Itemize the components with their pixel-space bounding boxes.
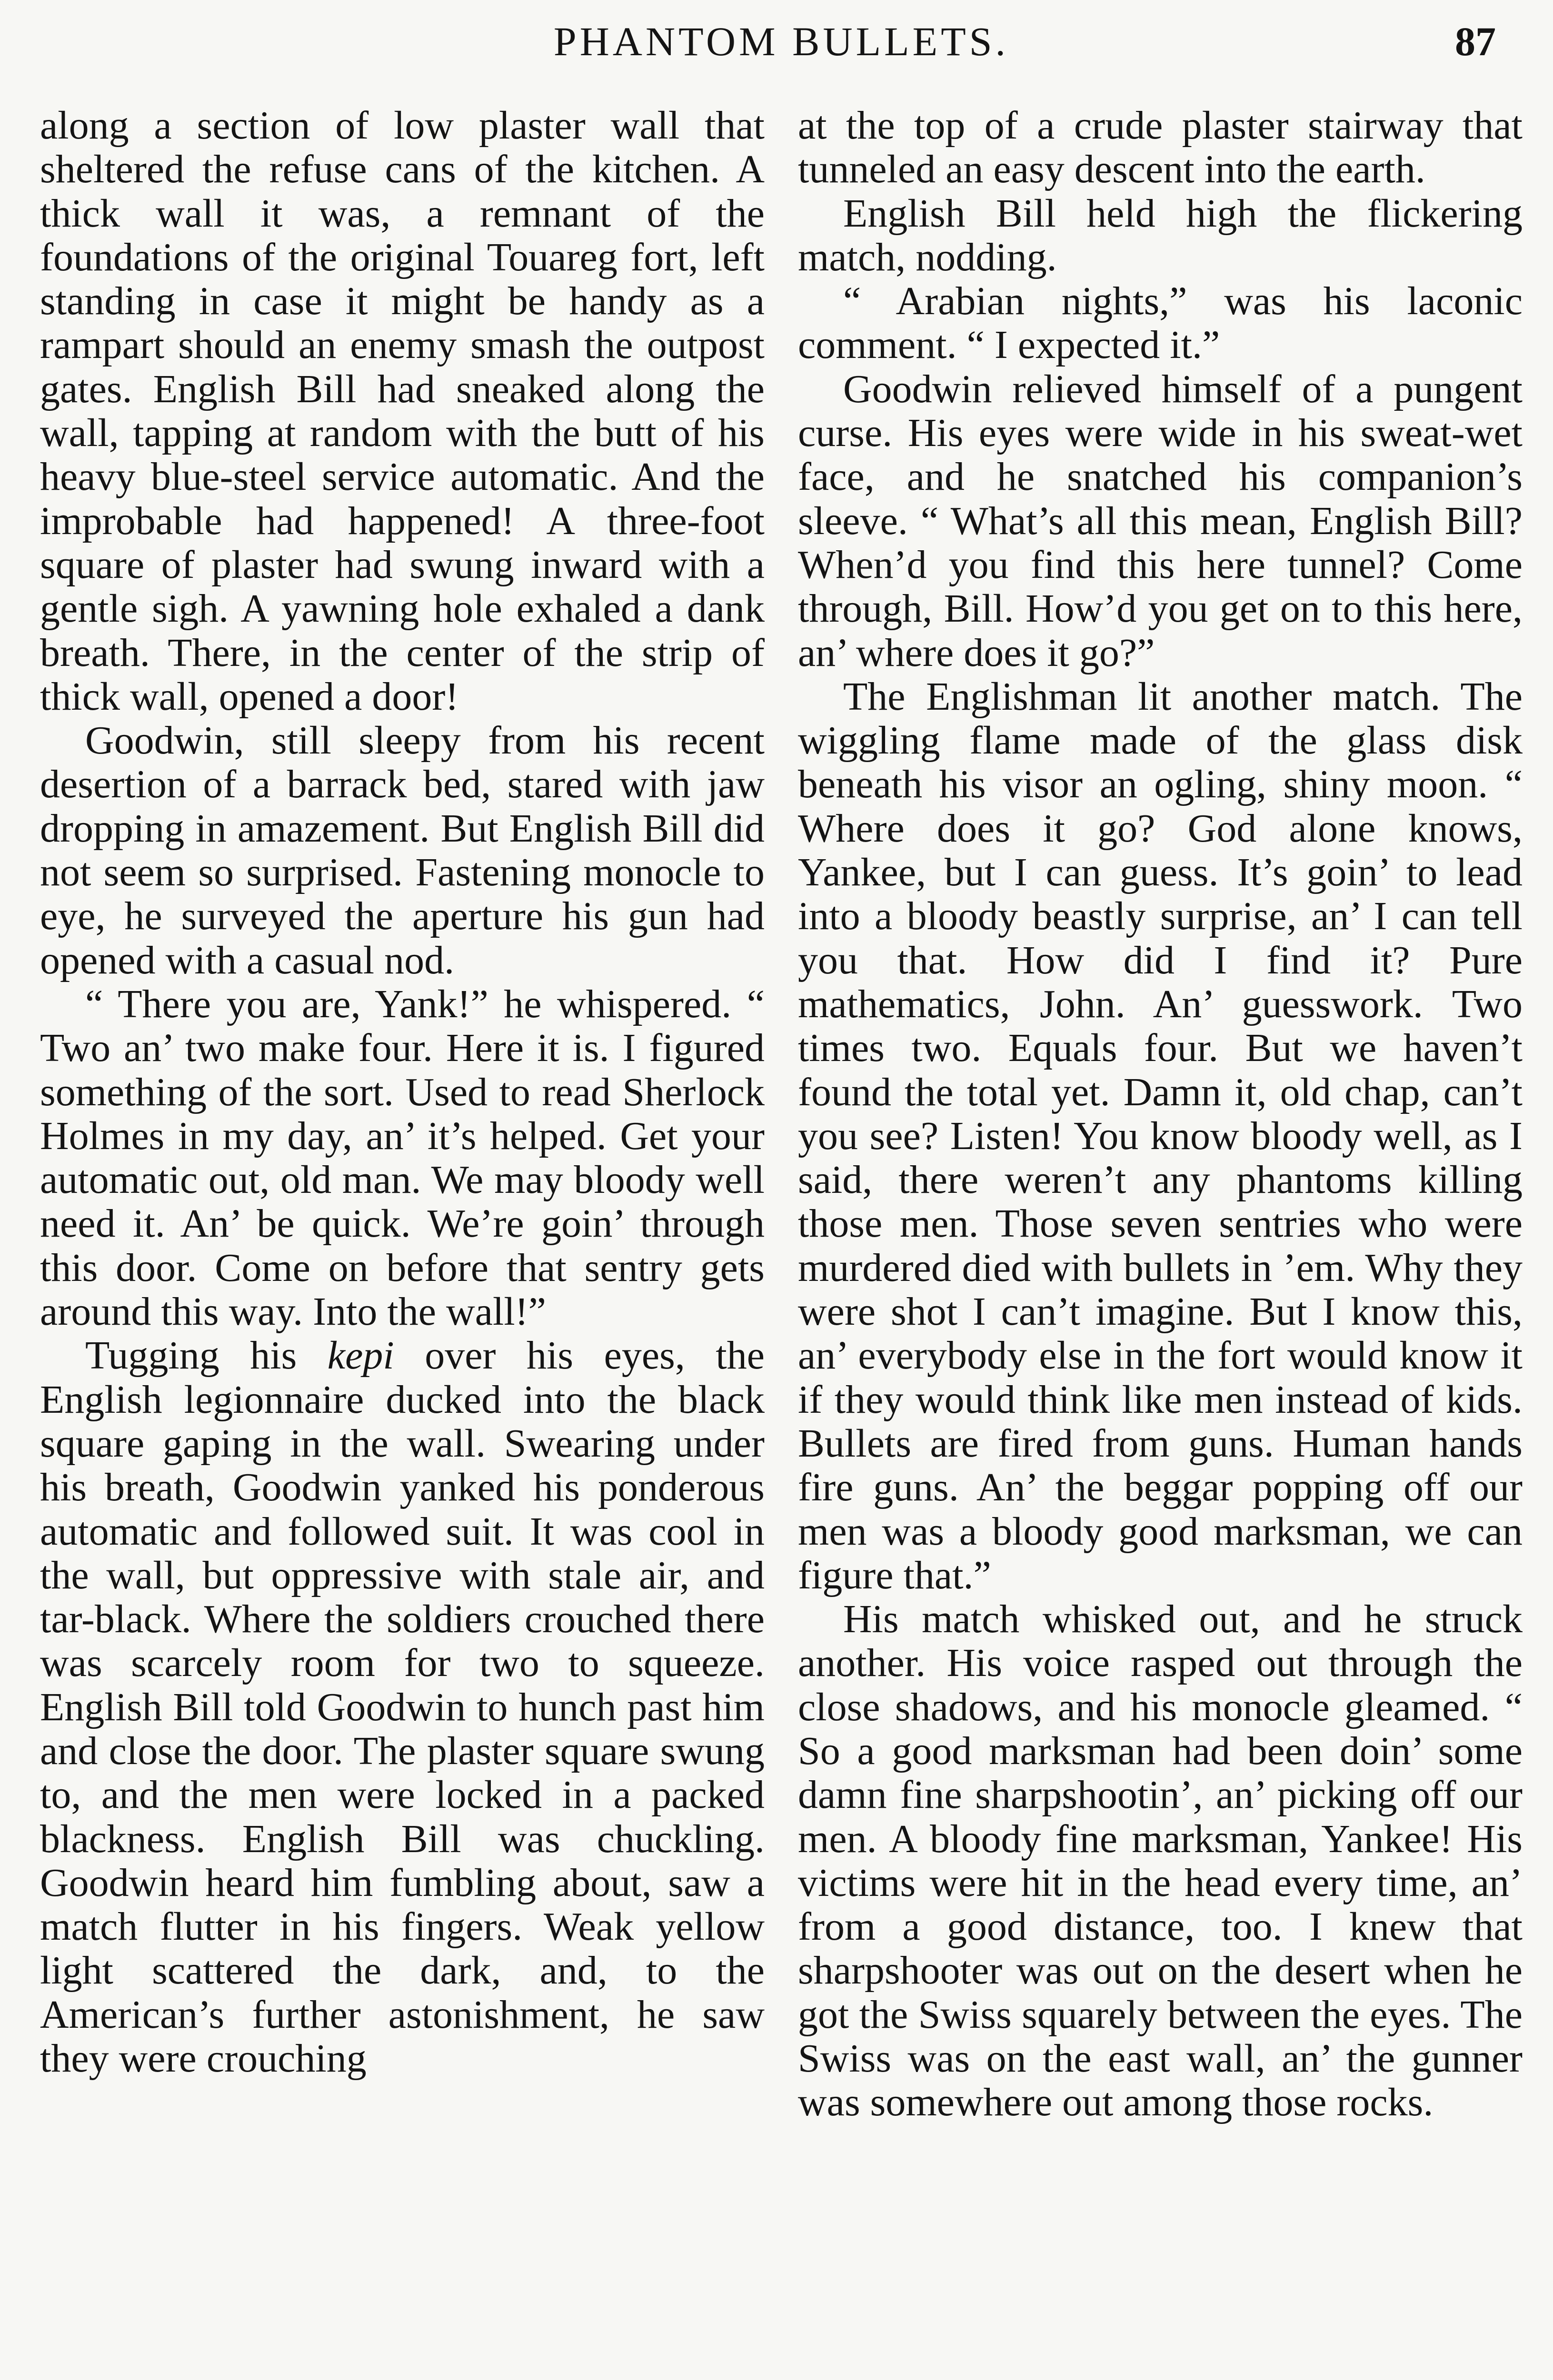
paragraph: The Englishman lit another match. The wiggling flame made of the glass disk beneath his visor an ogling, shiny moon. “ Where does it go? God alone knows, Yankee, but I can guess. It’s goin’ to lead into a bloody beastly surprise, an’ I can tell you that. How did I find it? Pure mathematics, John. An’ guesswork. Two times two. Equals four. But we haven’t found the total yet. Damn it, old chap, can’t you see? Listen! You know bloody well, as I said, there weren’t any phantoms killing those men. Those seven sentries who were murdered died with bullets in ’em. Why they were shot I can’t imagine. But I know this, an’ everybody else in the fort would know it if they would think like men instead of kids. Bullets are fired from guns. Human hands fire guns. An’ the beggar popping off our men was a bloody good marksman, we can figure that.” xyxy=(798,674,1523,1597)
italic-word: kepi xyxy=(327,1333,394,1378)
paragraph: Goodwin relieved himself of a pungent curse. His eyes were wide in his sweat-wet face, and he snatched his companion’s sleeve. “ What’s all this mean, English Bill? When’d you find this here tunnel? Come through, Bill. How’d you get on to this here, an’ where does it go?” xyxy=(798,367,1523,675)
paragraph: Goodwin, still sleepy from his recent desertion of a barrack bed, stared with jaw dropping in amazement. But English Bill did not seem so surprised. Fastening monocle to eye, he surveyed the aperture his gun had opened with a casual nod. xyxy=(40,718,765,982)
paragraph: His match whisked out, and he struck another. His voice rasped out through the close shadows, and his monocle gleamed. “ So a good marksman had been doin’ some damn fine sharpshootin’, an’ picking off our men. A bloody fine marksman, Yankee! His victims were hit in the head every time, an’ from a good distance, too. I knew that sharpshooter was out on the desert when he got the Swiss squarely between the eyes. The Swiss was on the east wall, an’ the gunner was somewhere out among those rocks. xyxy=(798,1597,1523,2125)
page-header xyxy=(38,10,1524,72)
running-title: PHANTOM BULLETS. xyxy=(553,19,1009,64)
left-column xyxy=(40,104,765,2081)
paragraph: at the top of a crude plaster stairway that tunneled an easy descent into the earth. xyxy=(798,103,1523,192)
paragraph-text: Tugging his xyxy=(85,1333,328,1378)
paragraph: “ There you are, Yank!” he whispered. “ Two an’ two make four. Here it is. I figured something of the sort. Used to read Sherlock Holmes in my day, an’ it’s helped. Get your automatic out, old man. We may bloody well need it. An’ be quick. We’re goin’ through this door. Come on before that sentry gets around this way. Into the wall!” xyxy=(40,982,765,1334)
right-column xyxy=(798,104,1523,2125)
paragraph: English Bill held high the flickering match, nodding. xyxy=(798,191,1523,279)
paragraph: along a section of low plaster wall that sheltered the refuse cans of the kitchen. A thick wall it was, a remnant of the foundations of the original Touareg fort, left standing in case it might be handy as a rampart should an enemy smash the outpost gates. English Bill had sneaked along the wall, tapping at random with the butt of his heavy blue-steel service automatic. And the improbable had happened! A three-foot square of plaster had swung inward with a gentle sigh. A yawning hole exhaled a dank breath. There, in the center of the strip of thick wall, opened a door! xyxy=(40,103,765,719)
page-number: 87 xyxy=(1455,19,1496,64)
paragraph xyxy=(40,1334,765,2081)
paragraph: “ Arabian nights,” was his laconic comment. “ I expected it.” xyxy=(798,279,1523,367)
paragraph-text: over his eyes, the English legionnaire ducked into the black square gaping in the wall. Swearing under his breath, Goodwin yanked his ponderous automatic and followed suit. It was cool in the wall, but oppressive with stale air, and tar-black. Where the soldiers crouched there was scarcely room for two to squeeze. English Bill told Goodwin to hunch past him and close the door. The plaster square swung to, and the men were locked in a packed blackness. English Bill was chuckling. Goodwin heard him fumbling about, saw a match flutter in his fingers. Weak yellow light scattered the dark, and, to the American’s further astonishment, he saw they were crouching xyxy=(40,1333,765,2081)
